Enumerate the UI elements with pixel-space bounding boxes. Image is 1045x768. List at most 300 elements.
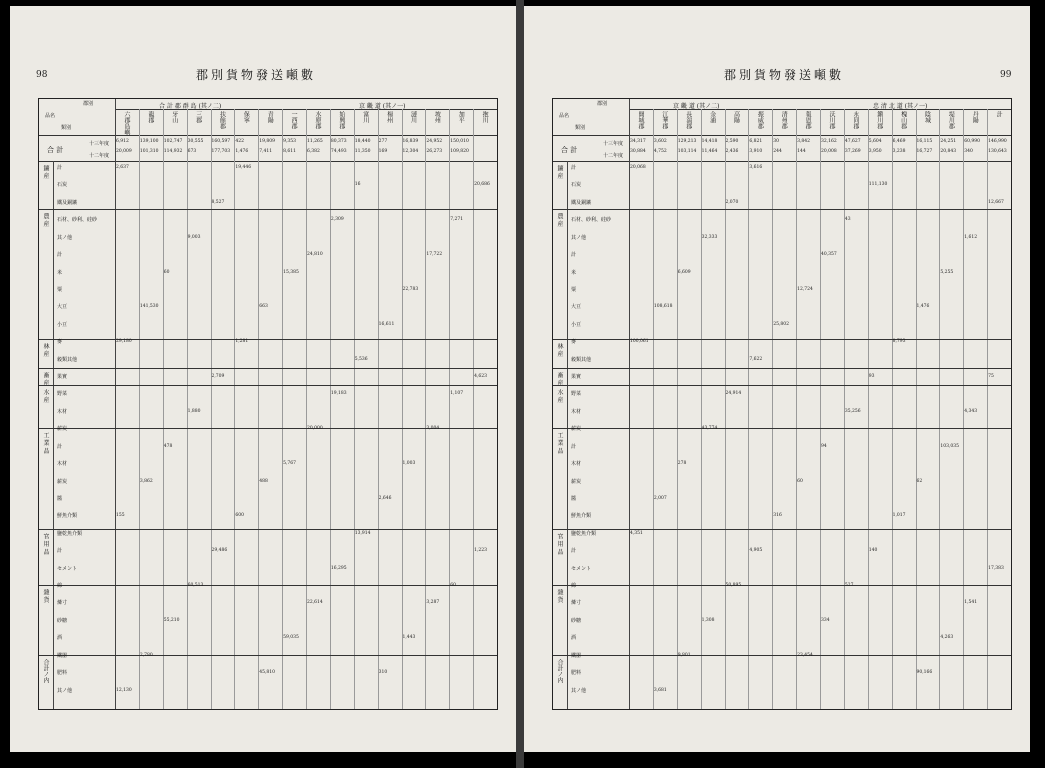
cell-value: 4,343	[964, 408, 978, 414]
cell-value: 75	[988, 374, 994, 380]
cell-value: 1,107	[450, 391, 464, 397]
category-label: 合計ノ内	[42, 658, 49, 683]
cell-value: 310	[378, 670, 388, 676]
row-label: 綿	[571, 583, 577, 590]
cell-value: 1,017	[892, 513, 906, 519]
group-header: 京 畿 道 (其ノ二)	[673, 103, 720, 110]
cell-value: 111,130	[868, 182, 888, 188]
row-label: 計	[57, 443, 63, 450]
cell-value: 4,263	[940, 635, 954, 641]
category-label: 工 業 品	[42, 432, 49, 455]
total-value: 146,990	[988, 139, 1007, 144]
column-rule	[306, 109, 307, 709]
total-value: 16,839	[402, 139, 419, 144]
total-value: 12,304	[402, 149, 419, 154]
row-label: 野菜	[57, 391, 68, 398]
row-label: 肥料	[571, 670, 582, 677]
column-rule	[378, 109, 379, 709]
column-rule	[868, 109, 869, 709]
row-label: 鮮魚介類	[571, 513, 592, 520]
cell-value: 527	[844, 583, 854, 589]
cell-value: 55,210	[163, 617, 180, 623]
column-header: 抱川	[481, 111, 489, 123]
cell-value: 2,646	[378, 495, 392, 501]
total-value: 150,010	[450, 139, 469, 144]
cell-value: 108,618	[653, 304, 673, 310]
cell-value: 2,309	[330, 217, 344, 223]
cell-value: 20,000	[307, 426, 323, 432]
category-label: 水 産	[42, 388, 49, 403]
year-label: 十三年度	[89, 141, 110, 147]
row-label: 計	[571, 252, 577, 259]
category-label: 畜 産	[42, 371, 49, 386]
column-rule	[772, 109, 773, 709]
total-value: 169	[378, 149, 388, 154]
cell-value: 19,446	[235, 165, 252, 170]
column-rule	[892, 109, 893, 709]
row-label: 小豆	[57, 321, 68, 328]
page-number: 99	[1000, 70, 1012, 80]
category-label: 鑛 産	[556, 165, 563, 179]
corner-label: 品名	[45, 113, 56, 119]
row-label: 計	[57, 548, 63, 555]
cell-value: 94	[821, 443, 827, 449]
cell-value: 62	[916, 478, 923, 484]
data-table	[552, 98, 1012, 710]
category-rule	[553, 385, 1011, 386]
category-label: 工 業 品	[556, 432, 563, 455]
cell-value: 1,541	[964, 600, 978, 606]
cell-value: 1,223	[474, 548, 488, 554]
cell-value: 4,623	[474, 374, 488, 380]
row-label: 木材	[57, 461, 68, 468]
page-title: 郡別貨物發送噸數	[196, 68, 317, 82]
column-header: 青陽	[266, 111, 274, 123]
category-label: 農 産	[42, 212, 49, 227]
data-table	[38, 98, 498, 710]
cell-value: 4,905	[749, 548, 763, 554]
category-rule	[39, 339, 497, 340]
cell-value: 140	[868, 548, 878, 554]
cell-value: 40,357	[821, 252, 837, 258]
cell-value: 1,281	[235, 339, 249, 345]
cell-value: 7,271	[450, 217, 464, 223]
row-label: 大豆	[57, 304, 68, 311]
category-rule	[39, 368, 497, 369]
row-label: 鐵及銅鑛	[57, 199, 78, 206]
row-label: 粟	[57, 286, 63, 293]
cell-value: 90,166	[916, 670, 933, 676]
row-label: 鐵器	[571, 652, 582, 659]
total-value: 277	[378, 139, 388, 144]
row-label: 計	[57, 252, 63, 259]
total-value: 3,238	[892, 149, 906, 154]
cell-value: 22,783	[402, 286, 419, 292]
column-rule	[796, 109, 797, 709]
column-rule	[916, 109, 917, 709]
column-rule	[449, 109, 450, 709]
total-value: 20,009	[116, 149, 132, 154]
column-header: 加平	[457, 111, 465, 123]
total-value: 24,952	[426, 139, 443, 144]
column-header: 金浦	[708, 111, 716, 123]
total-value: 74,493	[330, 149, 347, 154]
cell-value: 24,810	[307, 252, 323, 258]
total-value: 19,809	[259, 139, 275, 144]
cell-value: 16,295	[330, 565, 347, 571]
cell-value: 50,895	[725, 583, 742, 589]
cell-value: 35,256	[844, 408, 861, 414]
category-rule	[39, 209, 497, 210]
cell-value: 20,686	[474, 182, 490, 188]
total-value: 6,382	[307, 149, 320, 154]
total-value: 60,990	[964, 139, 980, 144]
cell-value: 7,622	[749, 356, 763, 362]
row-label: 薪炭	[57, 478, 68, 485]
column-rule	[939, 109, 940, 709]
total-value: 11,265	[307, 139, 323, 144]
row-label: 計	[57, 165, 63, 171]
category-label: 鑛 産	[42, 165, 49, 179]
group-header: 京 畿 道 (其ノ一)	[359, 103, 406, 110]
cell-value: 2,070	[725, 199, 739, 205]
row-label: 石材、砂利、硅砂	[57, 217, 98, 224]
totals-label: 合 計	[47, 146, 64, 154]
total-value: 3,910	[749, 149, 763, 154]
cell-value: 9,801	[677, 652, 691, 658]
column-header: 開城郡	[636, 111, 644, 129]
total-value: 6,821	[749, 139, 763, 144]
page-number: 98	[36, 70, 48, 80]
category-label: 雜 貨	[556, 589, 563, 603]
row-label: 果實	[57, 374, 68, 381]
total-value: 30,555	[187, 139, 204, 144]
total-value: 109,820	[450, 149, 469, 154]
row-label: 大豆	[571, 304, 582, 311]
column-rule	[653, 109, 654, 709]
year-label: 十三年度	[603, 141, 624, 147]
total-value: 3,842	[797, 139, 811, 144]
category-label: 雜 貨	[42, 589, 49, 603]
category-rule	[553, 368, 1011, 369]
column-header: 江華郡	[660, 111, 668, 129]
category-rule	[553, 529, 1011, 530]
category-label: 官 用 品	[42, 532, 49, 555]
row-label: 木材	[571, 408, 582, 415]
cell-value: 60	[450, 583, 456, 589]
cell-value: 1,003	[402, 461, 416, 467]
cell-value: 24,914	[725, 391, 742, 397]
cell-value: 43	[844, 217, 851, 223]
cell-value: 1,476	[916, 304, 930, 310]
stub-rule	[629, 99, 630, 709]
row-label: 計	[571, 548, 577, 555]
cell-value: 15,385	[283, 269, 299, 275]
total-value: 80,373	[330, 139, 347, 144]
total-value: 47,627	[844, 139, 861, 144]
column-header: 高陽	[732, 111, 740, 123]
column-header: 水原郡	[313, 111, 321, 129]
column-header: 六郡島嶼	[122, 111, 130, 135]
cell-value: 478	[163, 443, 173, 449]
cell-value: 1,880	[187, 408, 201, 414]
column-header: 計	[995, 111, 1003, 117]
total-value: 103,114	[677, 149, 697, 154]
cell-value: 334	[821, 617, 830, 623]
cell-value: 3,004	[426, 426, 440, 432]
category-label: 畜 産	[556, 371, 563, 386]
cell-value: 1,308	[701, 617, 715, 623]
column-rule	[282, 109, 283, 709]
cell-value: 93	[868, 374, 875, 380]
cell-value: 4,351	[630, 530, 643, 536]
column-rule	[473, 109, 474, 709]
row-label: 砂糖	[571, 617, 582, 624]
category-label: 林 産	[556, 343, 563, 358]
row-label: 小豆	[571, 321, 582, 328]
row-label: 米	[57, 269, 63, 276]
row-label: 果實	[571, 374, 582, 381]
total-value: 4,752	[653, 149, 667, 154]
total-value: 2,590	[725, 139, 739, 144]
row-label: 麥	[571, 339, 577, 346]
total-value: 3,950	[868, 149, 882, 154]
total-value: 9,353	[283, 139, 297, 144]
cell-value: 2,780	[139, 652, 153, 658]
cell-value: 5,255	[940, 269, 954, 275]
column-header: 一西郡	[290, 111, 298, 129]
row-label: 鐵器	[57, 652, 68, 659]
row-label: 酒	[571, 635, 577, 642]
row-label: 其ノ他	[57, 687, 73, 694]
column-rule	[402, 109, 403, 709]
cell-value: 2,637	[116, 165, 129, 170]
cell-value: 16	[354, 182, 361, 188]
total-value: 160,597	[211, 139, 231, 144]
cell-value: 23,454	[797, 652, 813, 658]
category-rule	[553, 209, 1011, 210]
totals-rule	[39, 161, 497, 162]
row-label: 燐寸	[57, 600, 68, 607]
cell-value: 29,180	[116, 339, 132, 345]
total-value: 24,251	[940, 139, 957, 144]
cell-value: 59,035	[283, 635, 299, 641]
total-value: 139,100	[139, 139, 159, 144]
year-label: 十二年度	[89, 153, 110, 159]
cell-value: 278	[677, 461, 687, 467]
row-label: 薪炭	[571, 426, 582, 433]
cell-value: 17,383	[988, 565, 1004, 571]
row-label: セメント	[571, 565, 592, 572]
header-rule	[39, 135, 497, 136]
total-value: 20,843	[940, 149, 957, 154]
total-value: 18,440	[354, 139, 371, 144]
column-header: 楊州	[385, 111, 393, 123]
totals-rule	[553, 161, 1011, 162]
row-label: 米	[571, 269, 577, 276]
total-value: 2,436	[725, 149, 739, 154]
column-header: 始興郡	[337, 111, 345, 129]
column-rule	[139, 109, 140, 709]
column-rule	[677, 109, 678, 709]
column-header: 龍郡	[146, 111, 154, 123]
total-value: 130,643	[988, 149, 1007, 154]
cell-value: 45,810	[259, 670, 275, 676]
cell-value: 100,061	[630, 339, 649, 345]
row-label: 鮮魚介類	[57, 513, 78, 520]
page-title: 郡別貨物發送噸數	[724, 68, 845, 82]
corner-label: 品名	[559, 113, 570, 119]
row-label: 薪炭	[571, 478, 582, 485]
column-header: 槐山郡	[899, 111, 907, 129]
column-rule	[234, 109, 235, 709]
total-value: 16,115	[916, 139, 933, 144]
total-value: 673	[187, 149, 197, 154]
row-label: 酒	[57, 635, 63, 642]
total-value: 37,269	[844, 149, 861, 154]
cell-value: 25,802	[773, 321, 789, 327]
column-header: 長湍郡	[684, 111, 692, 129]
cell-value: 316	[773, 513, 782, 519]
cell-value: 29,486	[211, 548, 228, 554]
cell-value: 20,068	[630, 165, 646, 170]
column-header: 牙山	[170, 111, 178, 123]
row-label: 麥	[57, 339, 63, 346]
total-value: 30	[773, 139, 779, 144]
cell-value: 1,612	[964, 234, 978, 240]
category-rule	[39, 385, 497, 386]
group-header: 忠 清 北 道 (其ノ一)	[873, 103, 928, 110]
category-label: 合計ノ内	[556, 658, 563, 683]
column-header: 丹陽	[971, 111, 979, 123]
column-header: 振威郡	[756, 111, 764, 129]
total-value: 11,350	[354, 149, 371, 154]
total-value: 102,747	[163, 139, 183, 144]
cell-value: 3,862	[139, 478, 153, 484]
cell-value: 12,130	[116, 687, 132, 693]
column-header: 永同郡	[851, 111, 859, 129]
total-value: 16,727	[916, 149, 933, 154]
group-header: 合 計 郡 群 島 (其ノ二)	[159, 103, 222, 110]
total-value: 6,469	[892, 139, 906, 144]
row-label: 粟	[571, 286, 577, 293]
left-page	[10, 6, 516, 752]
cell-value: 6,609	[677, 269, 691, 275]
total-value: 11,464	[701, 149, 718, 154]
cell-value: 22,614	[307, 600, 323, 606]
total-value: 26,273	[426, 149, 443, 154]
row-label: 其ノ他	[571, 234, 587, 241]
row-label: セメント	[57, 565, 78, 572]
column-rule	[258, 109, 259, 709]
cell-value: 2,007	[653, 495, 667, 501]
total-value: 6,912	[116, 139, 129, 144]
column-header: 三郡	[194, 111, 202, 123]
row-label: 穀類其他	[571, 356, 592, 363]
category-rule	[39, 529, 497, 530]
row-label: 鐵及銅鑛	[571, 199, 592, 206]
stub-rule	[567, 161, 568, 709]
cell-value: 9,003	[187, 234, 201, 240]
cell-value: 8,793	[892, 339, 906, 345]
row-label: 石炭	[571, 182, 582, 189]
cell-value: 32,333	[701, 234, 718, 240]
row-label: 野菜	[571, 391, 582, 398]
cell-value: 3,681	[653, 687, 667, 693]
row-label: 薪炭	[57, 426, 68, 433]
cell-value: 13,914	[354, 530, 371, 536]
cell-value: 16,611	[378, 321, 395, 327]
cell-value: 12,667	[988, 199, 1004, 205]
total-value: 244	[773, 149, 782, 154]
stub-rule	[115, 99, 116, 709]
column-header: 坡州	[433, 111, 441, 123]
cell-value: 600	[235, 513, 244, 519]
category-rule	[553, 339, 1011, 340]
column-header: 漣川	[409, 111, 417, 123]
cell-value: 488	[259, 478, 268, 484]
total-value: 177,703	[211, 149, 231, 154]
right-page	[524, 6, 1030, 752]
total-value: 32,162	[821, 139, 837, 144]
cell-value: 663	[259, 304, 268, 310]
row-label: 石炭	[57, 182, 68, 189]
row-label: 計	[571, 165, 577, 171]
category-label: 農 産	[556, 212, 563, 227]
header-rule	[553, 135, 1011, 136]
total-value: 20,008	[821, 149, 837, 154]
row-label: 木材	[57, 408, 68, 415]
column-header: 清州郡	[780, 111, 788, 129]
row-label: 砂糖	[57, 617, 68, 624]
cell-value: 155	[116, 513, 125, 519]
column-rule	[330, 109, 331, 709]
column-header: 堤川郡	[947, 111, 955, 129]
total-value: 5,604	[868, 139, 882, 144]
total-value: 1,476	[235, 149, 249, 154]
corner-label: 類別	[61, 125, 72, 131]
cell-value: 2,709	[211, 374, 225, 380]
cell-value: 103,035	[940, 443, 959, 449]
row-label: 肥料	[57, 670, 68, 677]
row-label: 醬	[571, 495, 577, 502]
cell-value: 1,443	[402, 635, 416, 641]
cell-value: 8,527	[211, 199, 225, 205]
total-value: 8,611	[283, 149, 297, 154]
cell-value: 3,616	[749, 165, 763, 170]
corner-label: 郡別	[597, 101, 608, 107]
row-label: 綿	[57, 583, 63, 590]
column-header: 陰城	[923, 111, 931, 123]
column-header: 保寧	[242, 111, 250, 123]
category-label: 林 産	[42, 343, 49, 358]
total-value: 14,418	[701, 139, 718, 144]
column-header: 鎭川郡	[875, 111, 883, 129]
total-value: 7,411	[259, 149, 273, 154]
total-value: 422	[235, 139, 244, 144]
column-header: 沃川郡	[827, 111, 835, 129]
total-value: 340	[964, 149, 973, 154]
cell-value: 19,183	[330, 391, 347, 397]
row-label: 醬	[57, 495, 63, 502]
cell-value: 3,287	[426, 600, 440, 606]
cell-value: 60	[797, 478, 803, 484]
total-value: 34,317	[630, 139, 646, 144]
row-label: 其ノ他	[571, 687, 587, 694]
row-label: 計	[571, 443, 577, 450]
corner-label: 類別	[575, 125, 586, 131]
total-value: 30,884	[630, 149, 646, 154]
